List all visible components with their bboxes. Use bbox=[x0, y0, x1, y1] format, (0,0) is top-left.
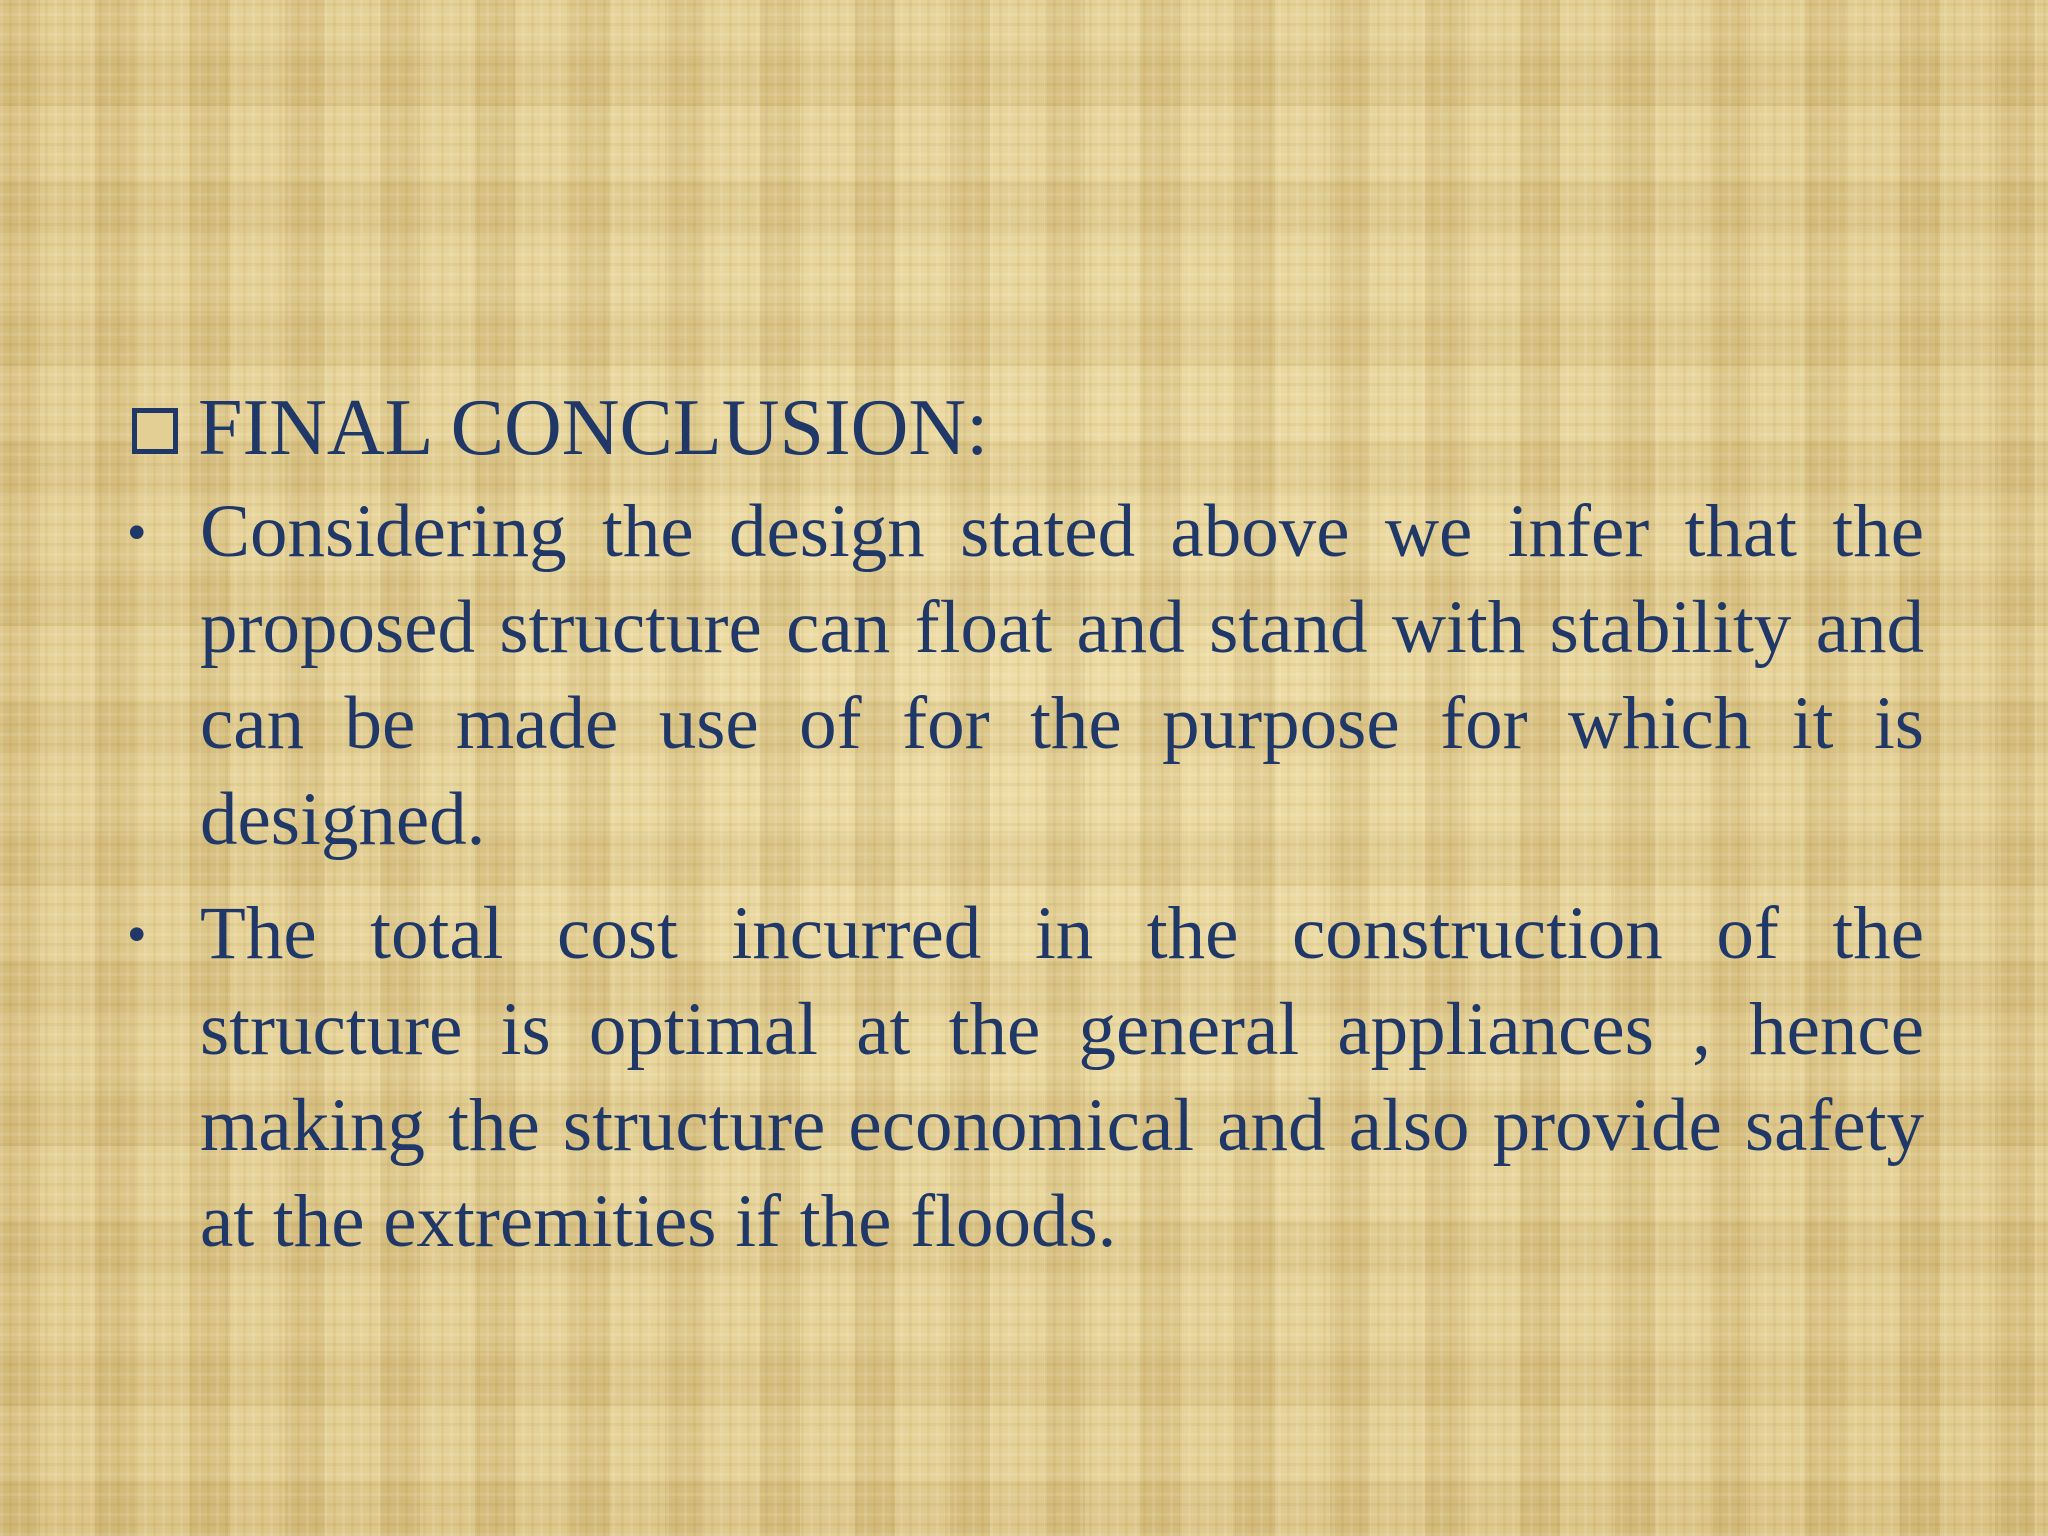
bullet-dot-icon: • bbox=[128, 906, 146, 962]
heading-text: FINAL CONCLUSION: bbox=[198, 384, 989, 472]
bullet-text: Considering the design stated above we infer that the proposed structure can float and stand with stability and can be made use of for the purpose for which it is designed. bbox=[200, 490, 1924, 861]
bullet-dot-icon: • bbox=[128, 504, 146, 560]
bullet-list bbox=[128, 484, 1924, 1270]
slide-heading bbox=[128, 378, 1924, 478]
slide-content bbox=[128, 378, 1924, 1288]
bullet-text: The total cost incurred in the construction of the structure is optimal at the general appliances , hence making the structure economical and also provide safety at the extremities if the floods. bbox=[200, 892, 1924, 1263]
list-item bbox=[128, 484, 1924, 868]
list-item bbox=[128, 886, 1924, 1270]
checkbox-square-icon bbox=[128, 394, 198, 464]
